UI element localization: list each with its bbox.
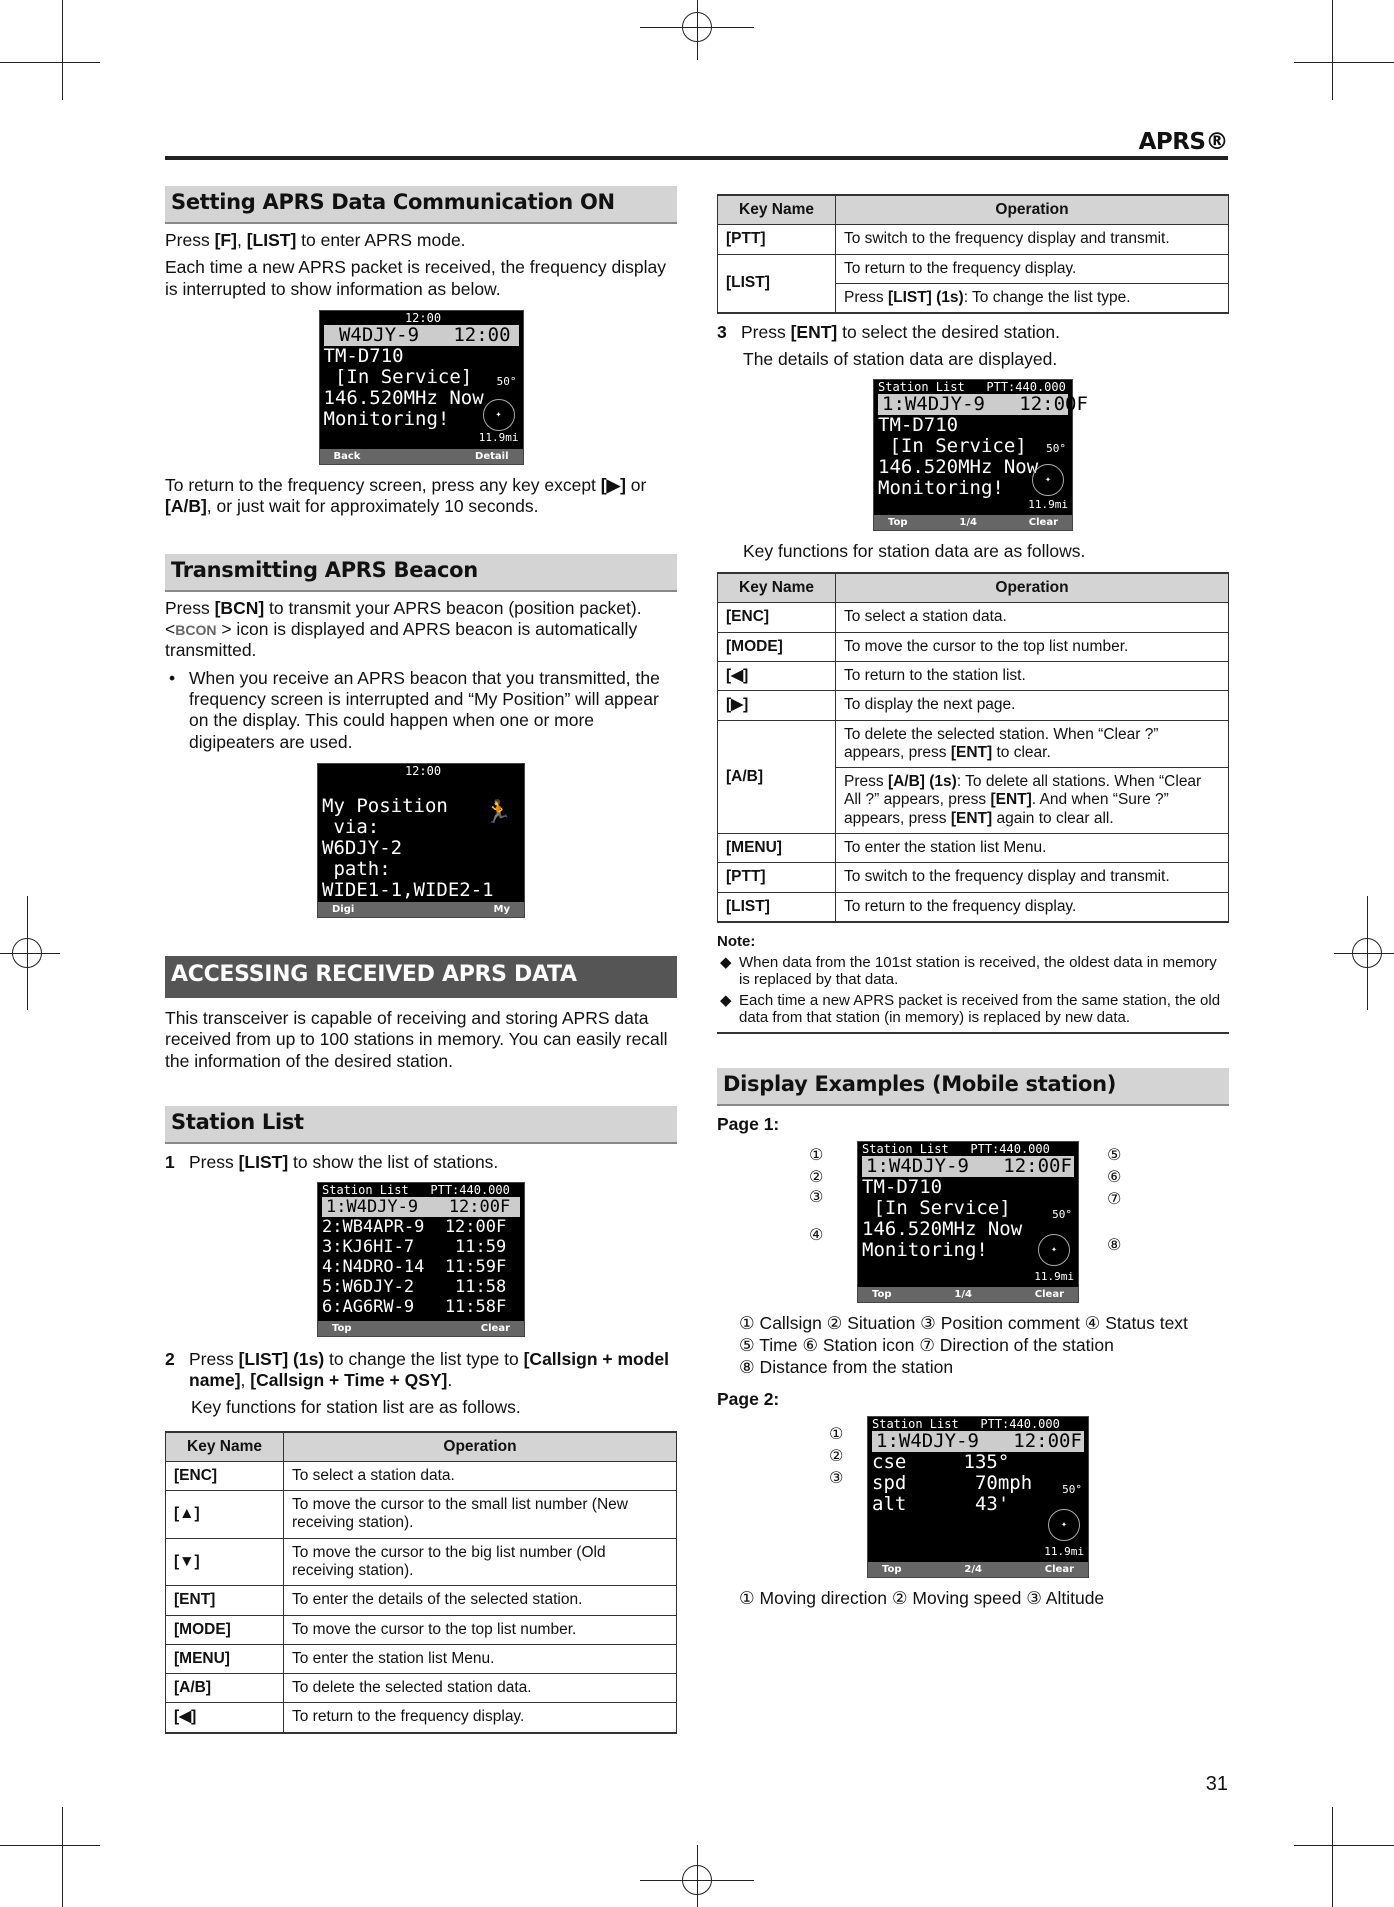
lcd-temp: 50° xyxy=(1046,441,1066,455)
lcd-callsign-line: 1:W4DJY-9 12:00F xyxy=(878,394,1068,415)
paragraph: Press [BCN] to transmit your APRS beacon (position packet). <BCON > icon is displayed and APRS beacon is automatically transmitted. xyxy=(165,597,642,661)
softkey-page: 2/4 xyxy=(964,1564,982,1576)
table-row: [LIST] To return to the frequency display. xyxy=(718,892,1229,922)
lcd-line: alt 43' xyxy=(872,1493,1010,1516)
callout-marker: ① xyxy=(829,1424,844,1444)
lcd-clock: 12:00 xyxy=(404,311,442,326)
table-row: [ENC] To select a station data. xyxy=(166,1461,677,1490)
compass-icon: ✦ xyxy=(1038,1234,1070,1266)
right-column xyxy=(717,194,1229,1610)
legend-line: ① Callsign ② Situation ③ Position comment ④ Status text xyxy=(739,1313,1188,1334)
table-row: Press [LIST] (1s): To change the list type. xyxy=(718,283,1229,313)
callout-marker: ② xyxy=(809,1167,824,1187)
diamond-icon: ◆ xyxy=(720,954,732,972)
crop-mark xyxy=(1332,1807,1333,1907)
table-row: [ENC] To select a station data. xyxy=(718,603,1229,632)
legend xyxy=(717,1313,1229,1379)
lcd-line: 146.520MHz Now xyxy=(323,387,484,410)
paragraph: Each time a new APRS packet is received, the frequency display is interrupted to show information as below. xyxy=(165,257,666,299)
lcd-distance: 11.9mi xyxy=(478,431,519,445)
softkey-top: Top xyxy=(332,1322,352,1334)
lcd-row: 6:AG6RW-9 11:58F xyxy=(322,1296,507,1317)
section-heading: ACCESSING RECEIVED APRS DATA xyxy=(165,956,677,998)
lcd-callsign-line: W4DJY-9 12:00 xyxy=(324,325,519,346)
table-row: [▲] To move the cursor to the small list number (New receiving station). xyxy=(166,1491,677,1539)
section-heading: Display Examples (Mobile station) xyxy=(717,1068,1229,1106)
lcd-line: Monitoring! xyxy=(862,1239,988,1262)
page-header-title: APRS® xyxy=(1138,129,1228,155)
page-label: Page 1: xyxy=(717,1114,780,1135)
table-row: [◀] To return to the frequency display. xyxy=(166,1703,677,1733)
softkey-page: 1/4 xyxy=(959,516,977,528)
table-row: [◀] To return to the station list. xyxy=(718,662,1229,691)
paragraph: Key functions for station data are as follows. xyxy=(743,540,1086,561)
softkey-clear: Clear xyxy=(480,1322,510,1334)
lcd-top-line: Station List PTT:440.000 xyxy=(878,379,1066,394)
softkey-top: Top xyxy=(888,516,908,528)
lcd-screen-station-detail xyxy=(873,379,1088,531)
lcd-softkeys xyxy=(318,1321,524,1336)
lcd-line: TM-D710 xyxy=(323,345,404,368)
table-row: [▶] To display the next page. xyxy=(718,691,1229,720)
page-header xyxy=(165,128,1228,160)
lcd-temp: 50° xyxy=(496,375,517,389)
callout-marker: ⑤ xyxy=(1107,1145,1122,1165)
station-list-key-table-continued xyxy=(717,194,1229,314)
step-item: 2 Press [LIST] (1s) to change the list type to [Callsign + model name], [Callsign + Time + QSY]. xyxy=(165,1348,669,1390)
table-row: [MODE] To move the cursor to the top list number. xyxy=(718,632,1229,661)
table-row: [A/B] To delete the selected station. When “Clear ?” appears, press [ENT] to clear. xyxy=(718,720,1229,768)
page-number: 31 xyxy=(1205,1773,1228,1795)
registration-line xyxy=(1367,896,1368,1010)
lcd-row: 3:KJ6HI-7 11:59 xyxy=(322,1236,507,1257)
lcd-line: [In Service] xyxy=(878,434,1027,457)
station-data-key-table xyxy=(717,572,1229,923)
lcd-clock: 12:00 xyxy=(404,764,442,779)
lcd-line: W6DJY-2 xyxy=(322,837,403,860)
note-box xyxy=(717,933,1229,1034)
lcd-line: WIDE1-1,WIDE2-1 xyxy=(322,879,494,902)
registration-line xyxy=(0,953,60,954)
table-row: [ENT] To enter the details of the selected station. xyxy=(166,1586,677,1615)
crop-mark xyxy=(0,62,100,63)
callout-marker: ③ xyxy=(809,1187,824,1207)
lcd-top-line: Station List PTT:440.000 xyxy=(862,1142,1050,1157)
figure-page1 xyxy=(717,1135,1229,1307)
lcd-screen-aprs-packet xyxy=(319,310,524,465)
lcd-line: Monitoring! xyxy=(323,408,450,431)
lcd-callsign-line: 1:W4DJY-9 12:00F xyxy=(862,1156,1074,1177)
table-row: [A/B] To delete the selected station data. xyxy=(166,1674,677,1703)
callout-marker: ⑦ xyxy=(1107,1189,1122,1209)
softkey-clear: Clear xyxy=(1034,1289,1064,1301)
table-header: Key Name xyxy=(718,195,836,225)
table-row: [MENU] To enter the station list Menu. xyxy=(718,833,1229,862)
lcd-distance: 11.9mi xyxy=(1034,1270,1074,1284)
registration-line xyxy=(27,896,28,1010)
lcd-top-line: Station List PTT:440.000 xyxy=(322,1182,510,1197)
lcd-row: 1:W4DJY-9 12:00F xyxy=(322,1197,520,1217)
runner-icon: 🏃 xyxy=(484,800,512,826)
bcon-icon: BCON xyxy=(175,622,217,639)
softkey-page: 1/4 xyxy=(954,1289,972,1301)
registration-line xyxy=(697,0,698,60)
softkey-clear: Clear xyxy=(1044,1564,1074,1576)
crop-mark xyxy=(0,1845,100,1846)
left-column xyxy=(165,186,677,1734)
lcd-distance: 11.9mi xyxy=(1028,497,1068,511)
table-header: Key Name xyxy=(718,573,836,603)
lcd-row: 5:W6DJY-2 11:58 xyxy=(322,1276,507,1297)
callout-marker: ② xyxy=(829,1446,844,1466)
figure-page2 xyxy=(717,1410,1229,1582)
table-row: [PTT] To switch to the frequency display and transmit. xyxy=(718,225,1229,254)
diamond-icon: ◆ xyxy=(720,991,732,1009)
crop-mark xyxy=(1294,62,1394,63)
paragraph: The details of station data are displayed. xyxy=(743,349,1058,370)
softkey-detail: Detail xyxy=(475,451,509,463)
lcd-softkeys xyxy=(868,1562,1088,1577)
callout-marker: ⑧ xyxy=(1107,1235,1122,1255)
lcd-softkeys xyxy=(318,902,524,917)
callout-marker: ③ xyxy=(829,1468,844,1488)
softkey-digi: Digi xyxy=(332,904,355,916)
lcd-row: 4:N4DRO-14 11:59F xyxy=(322,1256,507,1277)
table-row: [LIST] To return to the frequency display. xyxy=(718,254,1229,283)
compass-icon: ✦ xyxy=(1032,464,1064,496)
lcd-distance: 11.9mi xyxy=(1044,1545,1084,1559)
lcd-temp: 50° xyxy=(1062,1483,1082,1497)
softkey-back: Back xyxy=(333,451,361,463)
lcd-line: TM-D710 xyxy=(862,1176,943,1199)
lcd-top-line: Station List PTT:440.000 xyxy=(872,1417,1060,1432)
crop-mark xyxy=(62,1807,63,1907)
table-row: [PTT] To switch to the frequency display and transmit. xyxy=(718,863,1229,892)
lcd-screen-page2 xyxy=(867,1416,1089,1578)
paragraph: Key functions for station list are as follows. xyxy=(191,1397,521,1418)
lcd-line: [In Service] xyxy=(323,366,473,389)
crop-mark xyxy=(1332,0,1333,100)
softkey-top: Top xyxy=(872,1289,892,1301)
legend-line: ⑤ Time ⑥ Station icon ⑦ Direction of the station xyxy=(739,1335,1114,1356)
lcd-temp: 50° xyxy=(1052,1208,1072,1222)
paragraph: Press [F], [LIST] to enter APRS mode. xyxy=(165,230,466,250)
softkey-my: My xyxy=(493,904,510,916)
lcd-callsign-line: 1:W4DJY-9 12:00F xyxy=(872,1431,1084,1452)
registration-line xyxy=(697,1845,698,1907)
legend: ① Moving direction ② Moving speed ③ Altitude xyxy=(739,1588,1105,1609)
callout-marker: ⑥ xyxy=(1107,1167,1122,1187)
section-heading: Setting APRS Data Communication ON xyxy=(165,186,677,224)
compass-icon: ✦ xyxy=(483,399,515,431)
table-row: [▼] To move the cursor to the big list number (Old receiving station). xyxy=(166,1538,677,1586)
legend-line: ⑧ Distance from the station xyxy=(739,1357,954,1378)
lcd-softkeys xyxy=(320,449,523,464)
note-item: ◆ Each time a new APRS packet is received from the same station, the old data from that station (in memory) is replaced by new data. xyxy=(717,992,1229,1027)
softkey-clear: Clear xyxy=(1028,516,1058,528)
lcd-softkeys xyxy=(858,1287,1078,1302)
registration-line xyxy=(1334,953,1394,954)
bullet-item: • When you receive an APRS beacon that you transmitted, the frequency screen is interrupted and “My Position” will appear on the display. This could happen when one or more digipeaters are used. xyxy=(169,667,660,752)
lcd-line: 146.520MHz Now xyxy=(862,1218,1023,1241)
callout-marker: ① xyxy=(809,1145,824,1165)
lcd-softkeys xyxy=(874,515,1072,530)
lcd-line: Monitoring! xyxy=(878,476,1004,499)
lcd-row: 2:WB4APR-9 12:00F xyxy=(322,1216,507,1237)
lcd-line: TM-D710 xyxy=(878,413,959,436)
lcd-line: via: xyxy=(322,816,380,839)
callout-marker: ④ xyxy=(809,1225,824,1245)
lcd-line: 146.520MHz Now xyxy=(878,455,1039,478)
lcd-line: path: xyxy=(322,858,391,881)
lcd-screen-my-position xyxy=(317,763,525,918)
lcd-line: My Position xyxy=(322,795,448,818)
crop-mark xyxy=(62,0,63,100)
section-heading: Transmitting APRS Beacon xyxy=(165,554,677,592)
table-header: Operation xyxy=(836,573,1229,603)
table-header: Operation xyxy=(284,1432,677,1462)
table-row: [MENU] To enter the station list Menu. xyxy=(166,1644,677,1673)
softkey-top: Top xyxy=(882,1564,902,1576)
note-item: ◆ When data from the 101st station is received, the oldest data in memory is replaced by that data. xyxy=(717,954,1229,989)
section-heading: Station List xyxy=(165,1106,677,1144)
table-header: Operation xyxy=(836,195,1229,225)
crop-mark xyxy=(1294,1845,1394,1846)
station-list-key-table xyxy=(165,1431,677,1734)
table-row: [MODE] To move the cursor to the top list number. xyxy=(166,1615,677,1644)
page-label: Page 2: xyxy=(717,1389,780,1410)
lcd-line: spd 70mph xyxy=(872,1472,1033,1495)
note-label: Note: xyxy=(717,932,756,950)
lcd-screen-station-list xyxy=(317,1182,525,1337)
step-item: 1 Press [LIST] to show the list of stations. xyxy=(165,1152,499,1173)
paragraph: To return to the frequency screen, press any key except [▶] or [A/B], or just wait for approximately 10 seconds. xyxy=(165,475,647,517)
step-item: 3 Press [ENT] to select the desired station. xyxy=(717,322,1061,343)
lcd-screen-page1 xyxy=(857,1141,1079,1303)
lcd-line: [In Service] xyxy=(862,1197,1011,1220)
lcd-line: cse 135° xyxy=(872,1451,1010,1474)
table-header: Key Name xyxy=(166,1432,284,1462)
compass-icon: ✦ xyxy=(1048,1509,1080,1541)
table-row: Press [A/B] (1s): To delete all stations. When “Clear All ?” appears, press [ENT]. And when “Sure ?” appears, press [ENT] again to clear all. xyxy=(718,768,1229,834)
paragraph: This transceiver is capable of receiving and storing APRS data received from up to 100 stations in memory. You can easily recall the information of the desired station. xyxy=(165,1008,668,1071)
